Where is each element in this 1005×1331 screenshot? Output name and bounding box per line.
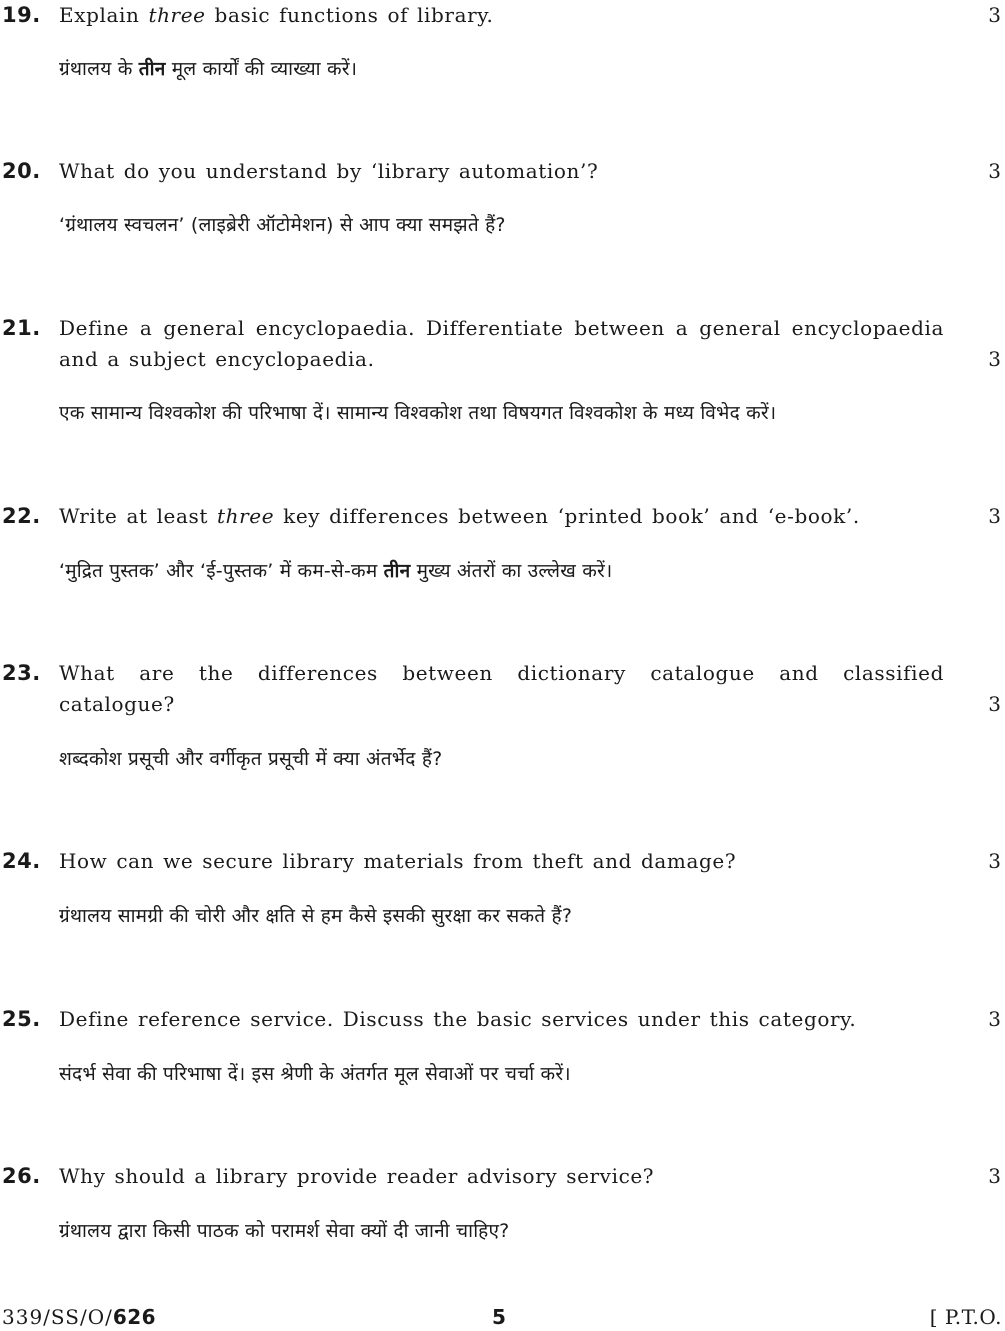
question-text-hindi: संदर्भ सेवा की परिभाषा दें। इस श्रेणी के अंतर्गत मूल सेवाओं पर चर्चा करें। <box>59 1063 571 1085</box>
question-text-english: Define a general encyclopaedia. Differentiate between a general encyclopaedia and a subject encyclopaedia. <box>59 316 944 371</box>
question-marks: 3 <box>988 849 1001 873</box>
question-text-english: How can we secure library materials from theft and damage? <box>59 849 737 873</box>
question-text-hindi: ग्रंथालय के तीन मूल कार्यों की व्याख्या करें। <box>59 58 358 80</box>
question-marks: 3 <box>988 1164 1001 1188</box>
question-text-english: Why should a library provide reader advisory service? <box>59 1164 655 1188</box>
question-number: 19. <box>2 3 41 27</box>
question-number: 26. <box>2 1164 41 1188</box>
question-marks: 3 <box>988 347 1001 371</box>
question-number: 25. <box>2 1007 41 1031</box>
question-text-english: Explain three basic functions of library. <box>59 3 494 27</box>
question-marks: 3 <box>988 1007 1001 1031</box>
question-text-english: Write at least three key differences between ‘printed book’ and ‘e-book’. <box>59 504 860 528</box>
question-text-hindi: ‘मुद्रित पुस्तक’ और ‘ई-पुस्तक’ में कम-से-कम तीन मुख्य अंतरों का उल्लेख करें। <box>59 560 613 582</box>
question-text-hindi: ‘ग्रंथालय स्वचलन’ (लाइब्रेरी ऑटोमेशन) से आप क्या समझते हैं? <box>59 214 506 236</box>
question-text-hindi: ग्रंथालय सामग्री की चोरी और क्षति से हम कैसे इसकी सुरक्षा कर सकते हैं? <box>59 905 573 927</box>
question-text-hindi: एक सामान्य विश्वकोश की परिभाषा दें। सामान्य विश्वकोश तथा विषयगत विश्वकोश के मध्य विभेद करें। <box>59 402 777 424</box>
question-text-hindi: ग्रंथालय द्वारा किसी पाठक को परामर्श सेवा क्यों दी जानी चाहिए? <box>59 1220 510 1242</box>
question-number: 23. <box>2 661 41 685</box>
please-turn-over: [ P.T.O. <box>929 1305 1002 1329</box>
page-number: 5 <box>492 1305 506 1329</box>
question-text-hindi: शब्दकोश प्रसूची और वर्गीकृत प्रसूची में क्या अंतर्भेद हैं? <box>59 748 443 770</box>
paper-code: 339/SS/O/626 <box>2 1305 157 1329</box>
question-text-english: Define reference service. Discuss the basic services under this category. <box>59 1007 857 1031</box>
question-text-english: What do you understand by ‘library automation’? <box>59 159 599 183</box>
question-number: 22. <box>2 504 41 528</box>
question-marks: 3 <box>988 692 1001 716</box>
question-number: 20. <box>2 159 41 183</box>
page-footer <box>0 1303 1005 1331</box>
question-number: 21. <box>2 316 41 340</box>
question-number: 24. <box>2 849 41 873</box>
question-marks: 3 <box>988 159 1001 183</box>
question-marks: 3 <box>988 3 1001 27</box>
question-marks: 3 <box>988 504 1001 528</box>
question-text-english: What are the differences between dictionary catalogue and classified catalogue? <box>59 661 944 716</box>
